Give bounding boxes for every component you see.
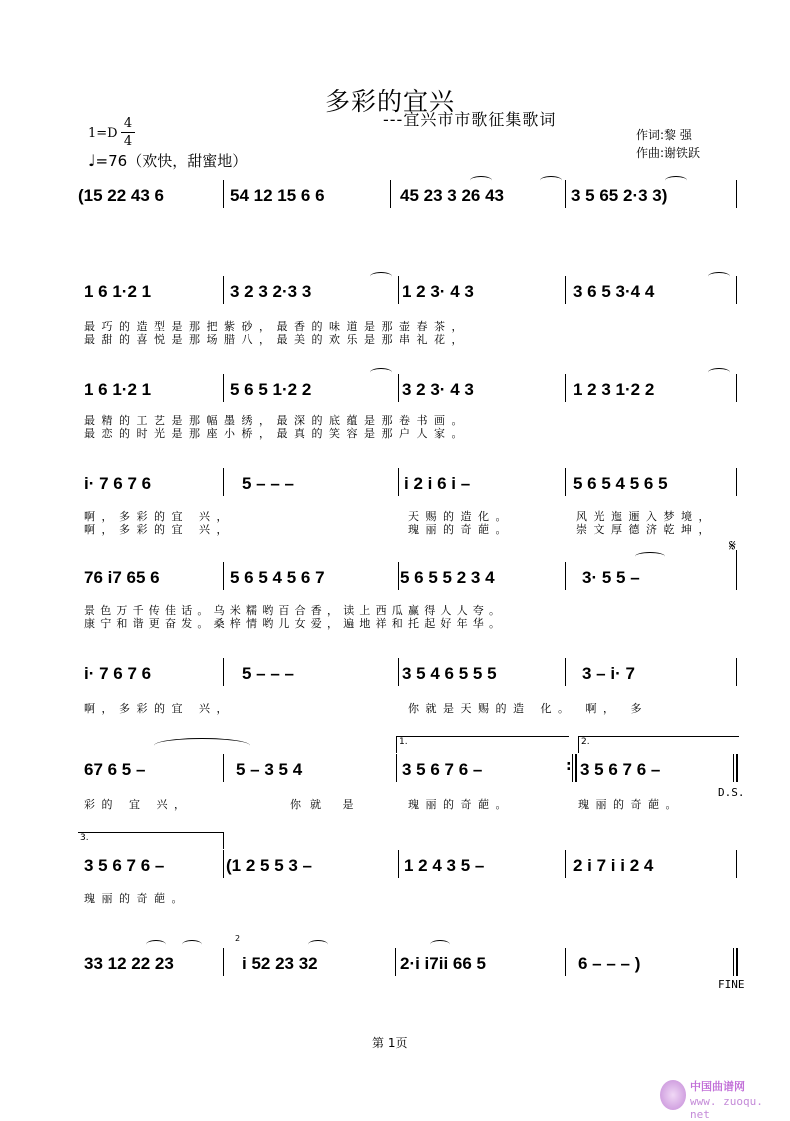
measure: 5 – – – <box>242 664 294 683</box>
slur <box>470 176 492 185</box>
lyrics-verse-2: 康宁和谐更奋发。桑梓情哟儿女爱，遍地祥和托起好年华。 <box>84 617 506 630</box>
measure: 3 5 6 7 6 – <box>84 856 165 875</box>
lyrics-verse-2: 瑰丽的奇葩。 <box>408 523 513 536</box>
bar-line <box>396 754 397 782</box>
repeat-dots-icon: : <box>566 758 572 774</box>
quarter-note-icon: ♩ <box>88 151 96 170</box>
bar-line <box>223 658 224 686</box>
watermark-title: 中国曲谱网 <box>690 1080 745 1093</box>
bar-line <box>736 468 737 496</box>
score-line-3 <box>78 372 740 440</box>
slur <box>182 940 202 949</box>
slur <box>430 940 450 949</box>
time-sig-bottom: 4 <box>123 134 133 149</box>
lyrics-verse-1: 天赐的造化。 <box>408 510 513 523</box>
bar-line <box>565 374 566 402</box>
measure: 5 6 5 1·2 2 <box>230 380 312 399</box>
key-signature: 1=D <box>88 126 118 141</box>
measure: 3 2 3· 4 3 <box>402 380 474 399</box>
tempo-text: =76（欢快，甜蜜地） <box>95 152 248 170</box>
bar-line <box>223 374 224 402</box>
measure: 5 – 3 5 4 <box>236 760 303 779</box>
lyrics-verse-1: 瑰丽的奇葩。 <box>408 798 513 811</box>
measure: 1 6 1·2 1 <box>84 380 152 399</box>
lyrics-verse-1: 景色万千传佳话。乌米糯哟百合香，读上西瓜赢得人人夸。 <box>84 604 506 617</box>
bar-line <box>565 276 566 304</box>
score-line-5 <box>78 536 740 630</box>
score-line-8 <box>78 833 740 905</box>
bar-line <box>398 562 399 590</box>
lyrics-verse-2: 崇文厚德济乾坤， <box>576 523 716 536</box>
measure: 3 2 3 2·3 3 <box>230 282 312 301</box>
song-title: 多彩的宜兴 <box>325 87 456 116</box>
ds-marking: D.S. <box>718 786 745 799</box>
repeat-bar-line <box>575 754 577 782</box>
measure: 5 6 5 4 5 6 5 <box>573 474 668 493</box>
measure: 33 12 22 23 <box>84 954 174 973</box>
tempo-marking <box>88 150 247 171</box>
bar-line <box>565 948 566 976</box>
bar-line <box>736 658 737 686</box>
bar-line <box>736 550 737 590</box>
measure: 6 – – – ) <box>578 954 641 973</box>
measure: 5 6 5 5 2 3 4 <box>400 568 495 587</box>
volta-1: 1. <box>396 736 569 753</box>
bar-line <box>223 754 224 782</box>
score-line-2 <box>78 274 740 346</box>
measure: 5 – – – <box>242 474 294 493</box>
score-line-1 <box>78 178 740 218</box>
watermark-logo-icon <box>660 1080 686 1110</box>
bar-line <box>223 562 224 590</box>
lyrics-verse-1: 啊，多彩的宜 兴， <box>84 702 234 715</box>
measure: 1 2 4 3 5 – <box>404 856 485 875</box>
page-number: 第 1页 <box>372 1036 408 1050</box>
volta-3: 3. <box>78 832 224 849</box>
measure: 1 2 3 1·2 2 <box>573 380 655 399</box>
slur <box>708 368 730 377</box>
measure: 2 i 7 i i 2 4 <box>573 856 654 875</box>
lyrics-verse-2: 最恋的时光是那座小桥，最真的笑容是那户人家。 <box>84 427 469 440</box>
lyrics-verse-1: 最精的工艺是那幅墨绣，最深的底蕴是那卷书画。 <box>84 414 469 427</box>
slur <box>370 272 392 281</box>
measure: i 52 23 32 <box>242 954 318 973</box>
measure: 5 6 5 4 5 6 7 <box>230 568 325 587</box>
measure: 67 6 5 – <box>84 760 146 779</box>
bar-line <box>565 468 566 496</box>
bar-line <box>565 562 566 590</box>
score-line-6 <box>78 656 740 715</box>
bar-line <box>733 948 734 976</box>
song-subtitle: ---宜兴市市歌征集歌词 <box>383 110 557 129</box>
bar-line <box>565 180 566 208</box>
slur <box>146 940 166 949</box>
measure: i· 7 6 7 6 <box>84 474 152 493</box>
measure: (15 22 43 6 <box>78 186 165 205</box>
bar-line <box>223 948 224 976</box>
measure: i 2 i 6 i – <box>404 474 471 493</box>
measure: 45 23 3 26 43 <box>400 186 504 205</box>
measure: (1 2 5 5 3 – <box>226 856 313 875</box>
bar-line <box>736 180 737 208</box>
measure: 3 – i· 7 <box>582 664 635 683</box>
measure: 1 6 1·2 1 <box>84 282 152 301</box>
slur <box>154 738 250 753</box>
score-line-9 <box>78 934 745 991</box>
slur <box>665 176 687 185</box>
score-line-4 <box>78 466 740 536</box>
lyrics-verse-1: 瑰丽的奇葩。 <box>578 798 683 811</box>
lyrics-verse-2: 啊，多彩的宜 兴， <box>84 523 234 536</box>
measure: 76 i7 65 6 <box>84 568 160 587</box>
segno-icon: 𝄋 <box>729 536 736 555</box>
bar-line <box>398 374 399 402</box>
measure: i· 7 6 7 6 <box>84 664 152 683</box>
measure: 3 6 5 3·4 4 <box>573 282 655 301</box>
slur <box>708 272 730 281</box>
bar-line <box>395 948 396 976</box>
time-signature <box>121 116 135 149</box>
slur <box>635 552 665 561</box>
lyrics-verse-1: 风光迤逦入梦境， <box>576 510 716 523</box>
watermark-url: www. zuoqu. net <box>690 1095 763 1121</box>
bar-line <box>733 754 734 782</box>
bar-line <box>736 276 737 304</box>
measure: 3 5 6 7 6 – <box>580 760 661 779</box>
volta-2: 2. <box>578 736 739 753</box>
measure: 1 2 3· 4 3 <box>402 282 474 301</box>
slur <box>370 368 392 377</box>
bar-line <box>565 850 566 878</box>
score-line-7 <box>78 737 745 811</box>
double-bar-line <box>736 754 738 782</box>
bar-line <box>736 850 737 878</box>
bar-line <box>398 468 399 496</box>
bar-line <box>223 850 224 878</box>
bar-line <box>572 754 573 782</box>
lyrics-verse-1: 你就是天赐的造 化。 啊， 多 <box>408 702 648 715</box>
lyrics-verse-1: 最巧的造型是那把紫砂，最香的味道是那壶春茶， <box>84 320 469 333</box>
bar-line <box>398 276 399 304</box>
lyrics-verse-1: 彩的 宜 兴， <box>84 798 192 811</box>
measure: 3 5 4 6 5 5 5 <box>402 664 497 683</box>
measure: 2·i i7ii 66 5 <box>400 954 486 973</box>
measure: 3 5 65 2·3 3) <box>571 186 668 205</box>
lyrics-verse-1: 你就 是 <box>290 798 363 811</box>
measure: 3 5 6 7 6 – <box>402 760 483 779</box>
bar-line <box>398 658 399 686</box>
lyrics-verse-2: 最甜的喜悦是那场腊八，最美的欢乐是那串礼花， <box>84 333 469 346</box>
bar-line <box>390 180 391 208</box>
fine-marking: FINE <box>718 978 745 991</box>
slur <box>308 940 328 949</box>
lyricist: 作词:黎 强 <box>636 128 692 142</box>
bar-line <box>736 374 737 402</box>
final-bar-line <box>736 948 738 976</box>
watermark <box>660 1078 782 1121</box>
lyrics-verse-1: 瑰丽的奇葩。 <box>84 892 189 905</box>
slur <box>540 176 562 185</box>
measure: 3· 5 5 – <box>582 568 640 587</box>
bar-line <box>223 180 224 208</box>
time-sig-top: 4 <box>123 116 133 131</box>
composer: 作曲:谢铁跃 <box>636 146 701 160</box>
bar-line <box>223 276 224 304</box>
bar-line <box>565 658 566 686</box>
bar-line <box>398 850 399 878</box>
bar-line <box>223 468 224 496</box>
lyrics-verse-1: 啊，多彩的宜 兴， <box>84 510 234 523</box>
grace-note: 2 <box>235 934 241 943</box>
measure: 54 12 15 6 6 <box>230 186 325 205</box>
